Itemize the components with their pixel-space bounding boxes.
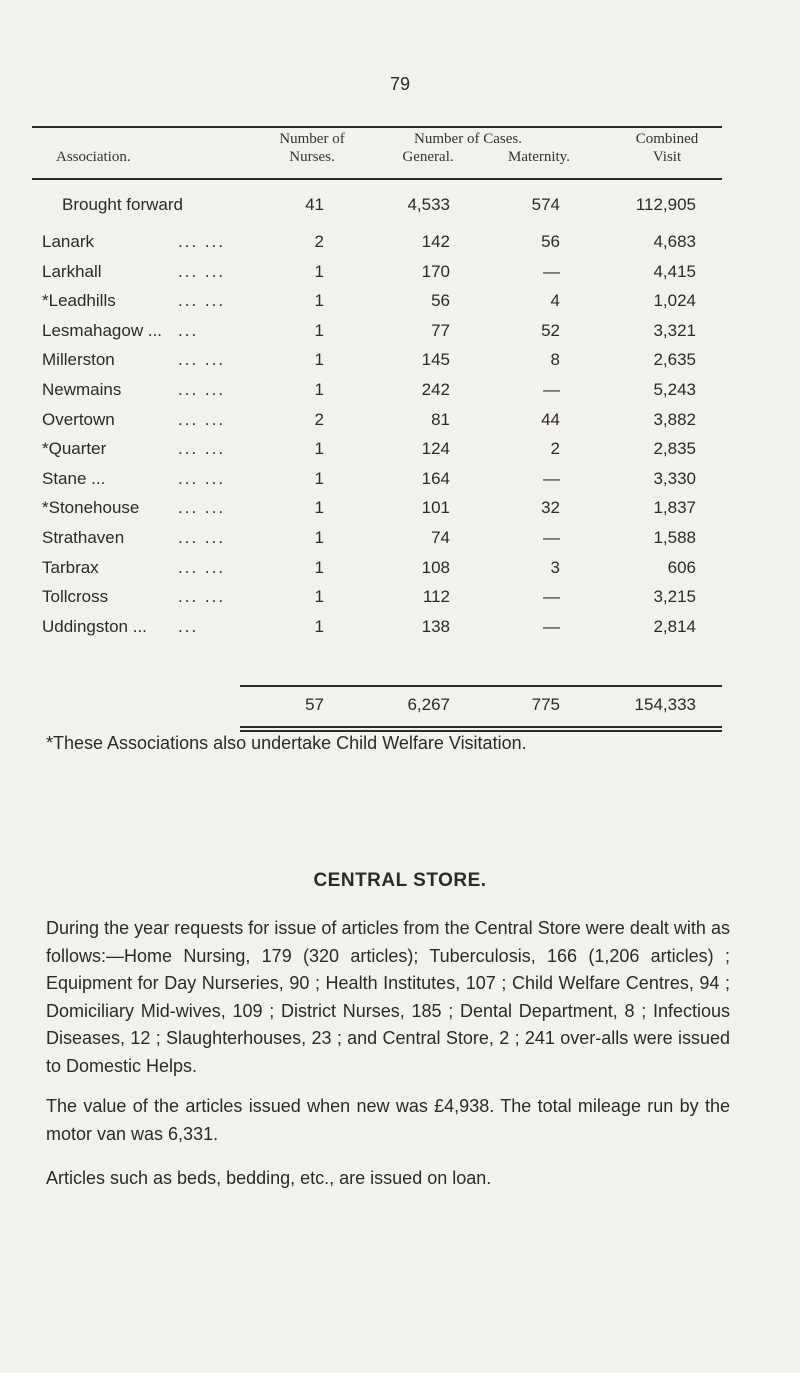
table-row — [0, 262, 800, 288]
combined-visit-value: 3,882 — [653, 410, 696, 429]
nurses-value: 1 — [314, 350, 324, 369]
combined-visit-value: 2,835 — [653, 439, 696, 458]
general-cases-value: 142 — [421, 232, 450, 251]
header-nurses-bottom: Nurses. — [289, 149, 335, 165]
central-store-paragraph-2: The value of the articles issued when new was £4,938. The total mileage run by the motor van was 6,331. — [46, 1096, 730, 1144]
association-name: Strathaven — [42, 528, 125, 547]
combined-visit-value: 1,024 — [653, 291, 696, 310]
nurses-value: 1 — [314, 469, 324, 488]
leader-dots: ... ... — [178, 350, 226, 369]
header-cases-top: Number of Cases. — [414, 131, 522, 147]
table-row — [0, 469, 800, 495]
maternity-cases-value: 56 — [541, 232, 560, 251]
association-name: Newmains — [42, 380, 122, 399]
leader-dots: ... — [178, 321, 199, 340]
brought-forward-row — [0, 195, 800, 221]
association-name: Larkhall — [42, 262, 102, 281]
totals-top-rule — [240, 685, 722, 687]
general-cases-value: 112 — [422, 587, 450, 606]
leader-dots: ... ... — [178, 469, 226, 488]
maternity-cases-value: — — [543, 528, 560, 547]
combined-visit-value: 3,215 — [653, 587, 696, 606]
totals-row — [0, 695, 800, 721]
combined-visit-value: 3,321 — [653, 321, 696, 340]
general-cases-value: 77 — [431, 321, 450, 340]
nurses-value: 41 — [305, 195, 324, 214]
general-cases-value: 242 — [421, 380, 450, 399]
nurses-value: 1 — [314, 262, 324, 281]
leader-dots: ... ... — [178, 262, 226, 281]
association-name: Lanark — [42, 232, 94, 251]
header-visit-top: Combined — [635, 131, 699, 147]
combined-visit-value: 606 — [667, 558, 696, 577]
association-name: Tarbrax — [42, 558, 99, 577]
nurses-value: 1 — [314, 558, 324, 577]
combined-visit-value: 3,330 — [653, 469, 696, 488]
maternity-cases-value: 8 — [550, 350, 560, 369]
combined-visit-value: 1,837 — [653, 498, 696, 517]
leader-dots: ... ... — [178, 528, 226, 547]
maternity-cases-value: 52 — [541, 321, 560, 340]
general-cases-value: 56 — [431, 291, 450, 310]
maternity-cases-value: 3 — [550, 558, 560, 577]
nurses-value: 2 — [314, 232, 324, 251]
leader-dots: ... ... — [178, 439, 226, 458]
leader-dots: ... ... — [178, 232, 226, 251]
combined-visit-value: 1,588 — [653, 528, 696, 547]
combined-visit-value: 4,415 — [653, 262, 696, 281]
table-row — [0, 587, 800, 613]
header-bottom-rule — [32, 178, 722, 180]
table-row — [0, 380, 800, 406]
nurses-value: 1 — [314, 439, 324, 458]
table-row — [0, 439, 800, 465]
leader-dots: ... ... — [178, 291, 226, 310]
maternity-cases-value: — — [543, 617, 560, 636]
general-cases-value: 74 — [431, 528, 450, 547]
association-name: Uddingston ... — [42, 617, 147, 636]
nurses-value: 2 — [314, 410, 324, 429]
central-store-paragraph-1: During the year requests for issue of articles from the Central Store were dealt with as follows:—Home Nursing, 179 (320 articles); Tuberculosis, 166 (1,206 articles) ; Equipment for Day Nurseries, 90 ; Health Institutes, 107 ; Child Welfare Centres, 94 ; Domiciliary Mid-wives, 109 ; District Nurses, 185 ; Dental Department, 8 ; Infectious Diseases, 12 ; Slaughterhouses, 23 ; and Central Store, 2 ; 241 over-alls were issued to Domestic Helps. — [46, 918, 730, 1076]
association-name: *Leadhills — [42, 291, 116, 310]
total-maternity-cases: 775 — [531, 695, 560, 714]
table-row — [0, 291, 800, 317]
table-row — [0, 617, 800, 643]
nurses-value: 1 — [314, 321, 324, 340]
table-row — [0, 558, 800, 584]
total-combined-visit: 154,333 — [634, 695, 696, 714]
maternity-cases-value: 32 — [541, 498, 560, 517]
leader-dots: ... ... — [178, 498, 226, 517]
header-nurses-top: Number of — [279, 131, 345, 147]
nurses-value: 1 — [314, 380, 324, 399]
general-cases-value: 108 — [421, 558, 450, 577]
general-cases-value: 4,533 — [407, 195, 450, 214]
brought-forward-label: Brought forward — [62, 195, 183, 214]
combined-visit-value: 5,243 — [653, 380, 696, 399]
section-title: CENTRAL STORE. — [313, 870, 487, 891]
association-name: *Quarter — [42, 439, 107, 458]
total-general-cases: 6,267 — [407, 695, 450, 714]
maternity-cases-value: 2 — [550, 439, 560, 458]
table-row — [0, 498, 800, 524]
leader-dots: ... ... — [178, 380, 226, 399]
table-row — [0, 232, 800, 258]
association-name: Overtown — [42, 410, 115, 429]
totals-bottom-rule-2 — [240, 730, 722, 732]
general-cases-value: 124 — [421, 439, 450, 458]
leader-dots: ... ... — [178, 558, 226, 577]
nurses-value: 1 — [314, 291, 324, 310]
table-row — [0, 350, 800, 376]
maternity-cases-value: — — [543, 262, 560, 281]
total-nurses: 57 — [305, 695, 324, 714]
maternity-cases-value: 574 — [531, 195, 560, 214]
association-name: Lesmahagow ... — [42, 321, 163, 340]
nurses-value: 1 — [314, 617, 324, 636]
combined-visit-value: 2,635 — [653, 350, 696, 369]
general-cases-value: 138 — [421, 617, 450, 636]
general-cases-value: 145 — [421, 350, 450, 369]
association-name: Millerston — [42, 350, 115, 369]
association-name: Stane ... — [42, 469, 106, 488]
general-cases-value: 164 — [421, 469, 450, 488]
footnote: *These Associations also undertake Child Welfare Visitation. — [46, 733, 527, 753]
maternity-cases-value: 4 — [550, 291, 560, 310]
leader-dots: ... ... — [178, 587, 226, 606]
maternity-cases-value: — — [543, 380, 560, 399]
nurses-value: 1 — [314, 587, 324, 606]
maternity-cases-value: — — [543, 587, 560, 606]
leader-dots: ... ... — [178, 410, 226, 429]
header-general: General. — [402, 149, 454, 165]
nurses-value: 1 — [314, 498, 324, 517]
association-name: *Stonehouse — [42, 498, 140, 517]
header-association: Association. — [56, 149, 131, 165]
leader-dots: ... — [178, 617, 199, 636]
table-row — [0, 528, 800, 554]
header-maternity: Maternity. — [508, 149, 570, 165]
combined-visit-value: 112,905 — [635, 195, 696, 214]
central-store-paragraph-3: Articles such as beds, bedding, etc., are issued on loan. — [46, 1168, 492, 1188]
association-name: Tollcross — [42, 587, 109, 606]
general-cases-value: 170 — [421, 262, 450, 281]
totals-bottom-rule-1 — [240, 726, 722, 728]
general-cases-value: 81 — [431, 410, 450, 429]
page-number: 79 — [389, 74, 411, 94]
combined-visit-value: 2,814 — [653, 617, 696, 636]
table-row — [0, 410, 800, 436]
general-cases-value: 101 — [421, 498, 450, 517]
table-top-rule — [32, 126, 722, 128]
combined-visit-value: 4,683 — [653, 232, 696, 251]
maternity-cases-value: — — [543, 469, 560, 488]
header-visit-bottom: Visit — [652, 149, 682, 165]
table-row — [0, 321, 800, 347]
nurses-value: 1 — [314, 528, 324, 547]
maternity-cases-value: 44 — [541, 410, 560, 429]
